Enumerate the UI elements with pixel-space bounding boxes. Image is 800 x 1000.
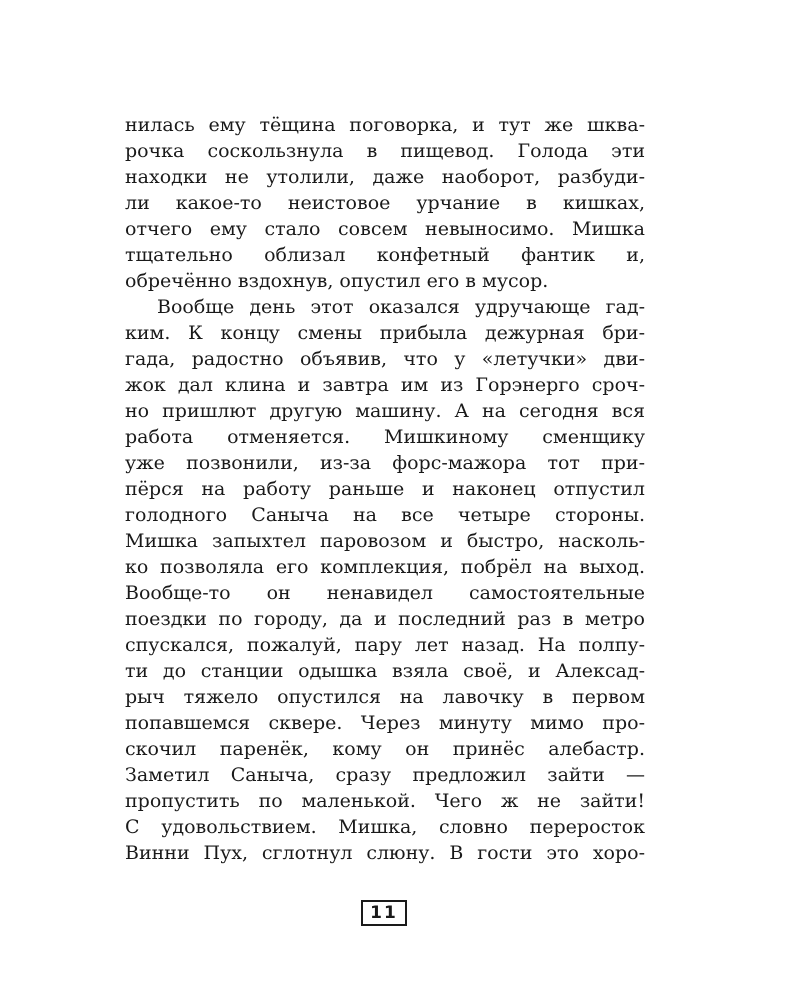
text-line: ким. К концу смены прибыла дежурная бри- (125, 322, 645, 344)
text-line: Мишка запыхтел паровозом и быстро, насколь- (125, 530, 645, 552)
text-line: уже позвонили, из-за форс-мажора тот при- (125, 452, 645, 474)
text-line: нилась ему тёщина поговорка, и тут же шква- (125, 114, 645, 136)
text-line: обречённо вздохнув, опустил его в мусор. (125, 270, 549, 292)
page-number: 11 (361, 900, 407, 926)
text-line: работа отменяется. Мишкиному сменщику (125, 426, 645, 448)
text-line: жок дал клина и завтра им из Горэнерго сроч- (125, 374, 645, 396)
text-line: поездки по городу, да и последний раз в метро (125, 608, 645, 630)
text-line: пёрся на работу раньше и наконец отпустил (125, 478, 645, 500)
text-line: Вообще-то он ненавидел самостоятельные (125, 582, 645, 604)
text-line: Заметил Саныча, сразу предложил зайти — (125, 764, 645, 786)
text-line: попавшемся сквере. Через минуту мимо про- (125, 712, 645, 734)
text-line: рыч тяжело опустился на лавочку в первом (125, 686, 645, 708)
text-line: но пришлют другую машину. А на сегодня вся (125, 400, 645, 422)
text-line: С удовольствием. Мишка, словно переросток (125, 816, 645, 838)
text-line: ти до станции одышка взяла своё, и Алексад- (125, 660, 645, 682)
text-line: гада, радостно объявив, что у «летучки» дви- (125, 348, 645, 370)
text-line: скочил паренёк, кому он принёс алебастр. (125, 738, 645, 760)
text-line: ко позволяла его комплекция, побрёл на выход. (125, 556, 645, 578)
body-text (125, 112, 645, 866)
text-line: отчего ему стало совсем невыносимо. Мишка (125, 218, 645, 240)
text-line: ли какое-то неистовое урчание в кишках, (125, 192, 645, 214)
text-line: голодного Саныча на все четыре стороны. (125, 504, 645, 526)
text-line: рочка соскользнула в пищевод. Голода эти (125, 140, 645, 162)
text-line: тщательно облизал конфетный фантик и, (125, 244, 645, 266)
text-line: Вообще день этот оказался удручающе гад- (157, 296, 645, 318)
text-line: спускался, пожалуй, пару лет назад. На полпу- (125, 634, 645, 656)
text-line: Винни Пух, сглотнул слюну. В гости это хоро- (125, 842, 645, 864)
text-line: находки не утолили, даже наоборот, разбуди- (125, 166, 645, 188)
text-line: пропустить по маленькой. Чего ж не зайти! (125, 790, 645, 812)
